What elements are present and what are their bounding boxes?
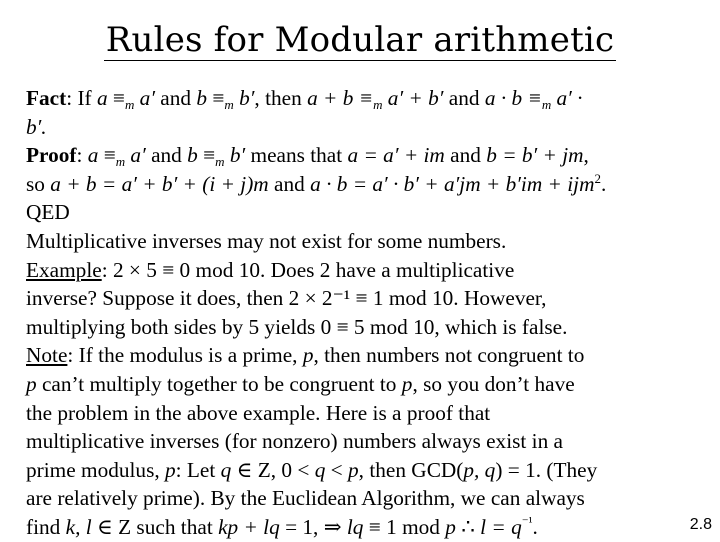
example-line-2: inverse? Suppose it does, then 2 × 2⁻¹ ≡ 1 mod 10. However, — [26, 286, 547, 311]
example-label: Example — [26, 257, 102, 282]
therefore-icon: ∴ — [455, 514, 481, 539]
slide-body — [26, 84, 702, 542]
note-line-4: multiplicative inverses (for nonzero) numbers always exist in a — [26, 429, 563, 454]
fact-line-1: Fact: If $a \equiv_m$ a′ and $b \equiv_m$ b′, then $a + b \equiv_m$ a′ + b′ and $a \cdot b \equiv_m$ a′ · — [26, 86, 583, 112]
qed-line: QED — [26, 200, 70, 225]
slide-title-text: Rules for Modular arithmetic — [105, 20, 615, 60]
note-line-6: are relatively prime). By the Euclidean Algorithm, we can always — [26, 486, 585, 511]
note-line-3: the problem in the above example. Here is a proof that — [26, 400, 491, 425]
example-line-3: multiplying both sides by 5 yields 0 ≡ 5 mod 10, which is false. — [26, 314, 568, 339]
page-number: 2.8 — [689, 516, 712, 533]
fact-label: Fact — [26, 86, 67, 110]
integers-symbol: Z — [257, 457, 271, 482]
note-line-7: find k, l ∈ Z such that kp + lq = 1, ⇒ lq ≡ 1 mod p ∴ $l = q^{^{-1}}$. — [26, 513, 538, 539]
note-label: Note — [26, 343, 68, 368]
proof-line-2: so a + b = a′ + b′ + (i + j)m and a · b = a′ · b′ + a′jm + b′im + ijm$^2$. — [26, 170, 607, 196]
example-line-1: Example: 2 × 5 ≡ 0 mod 10. Does 2 have a multiplicative — [26, 257, 515, 282]
note-line-1: Note: If the modulus is a prime, p, then numbers not congruent to — [26, 343, 585, 368]
inverses-line: Multiplicative inverses may not exist for some numbers. — [26, 228, 507, 253]
note-line-2: p can’t multiply together to be congruent to p, so you don’t have — [26, 371, 575, 396]
note-line-5: prime modulus, p: Let q ∈ Z, 0 < q < p, then GCD(p, q) = 1. (They — [26, 457, 598, 482]
proof-label: Proof — [26, 143, 77, 168]
slide-title — [0, 20, 720, 61]
fact-line-2: b′. — [26, 114, 47, 139]
integers-symbol: Z — [118, 514, 132, 539]
proof-line-1: Proof: $a \equiv_m$ a′ and $b \equiv_m$ b′ means that a = a′ + im and b = b′ + jm, — [26, 143, 589, 170]
